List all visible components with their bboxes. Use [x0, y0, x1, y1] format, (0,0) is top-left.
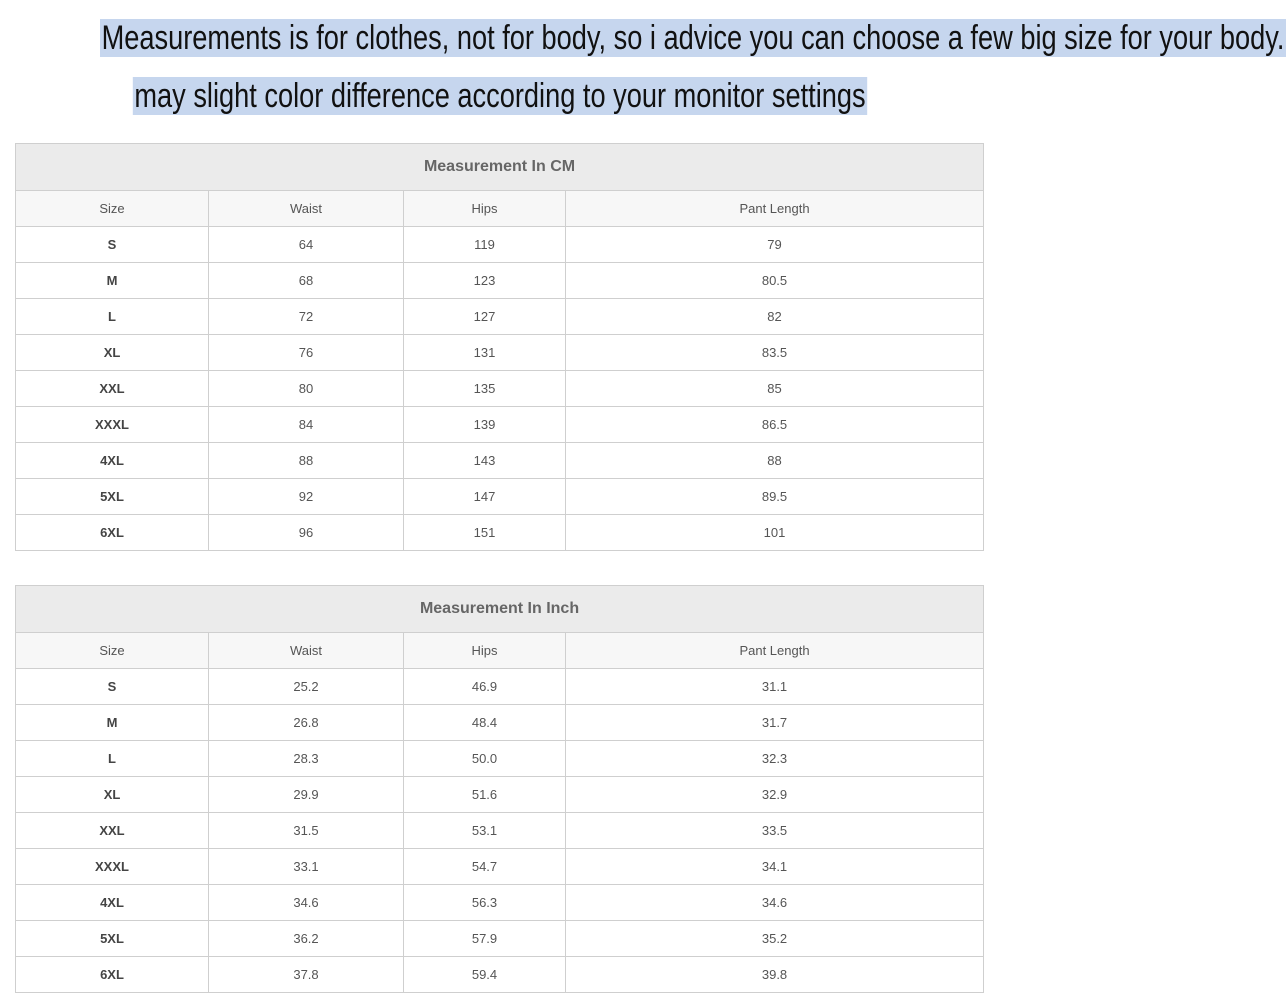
- notice-line-2: [100, 74, 900, 118]
- cell-waist: 31.5: [209, 813, 404, 849]
- cell-hips: 53.1: [404, 813, 566, 849]
- cell-size: S: [16, 227, 209, 263]
- table-row: [16, 669, 984, 705]
- cell-waist: 96: [209, 515, 404, 551]
- cell-hips: 143: [404, 443, 566, 479]
- table-title: Measurement In CM: [16, 144, 984, 191]
- cell-hips: 139: [404, 407, 566, 443]
- cell-waist: 92: [209, 479, 404, 515]
- cell-waist: 29.9: [209, 777, 404, 813]
- cell-pant-length: 34.1: [566, 849, 984, 885]
- cell-pant-length: 34.6: [566, 885, 984, 921]
- cell-hips: 57.9: [404, 921, 566, 957]
- cell-pant-length: 88: [566, 443, 984, 479]
- cell-hips: 54.7: [404, 849, 566, 885]
- column-header-waist: Waist: [209, 633, 404, 669]
- cell-waist: 25.2: [209, 669, 404, 705]
- cell-waist: 36.2: [209, 921, 404, 957]
- cell-pant-length: 31.7: [566, 705, 984, 741]
- cell-hips: 119: [404, 227, 566, 263]
- column-header-hips: Hips: [404, 191, 566, 227]
- table-row: [16, 227, 984, 263]
- table-row: [16, 263, 984, 299]
- cell-size: XXL: [16, 813, 209, 849]
- table-row: [16, 443, 984, 479]
- cell-waist: 34.6: [209, 885, 404, 921]
- notice-line-1: [100, 16, 1285, 60]
- cell-pant-length: 101: [566, 515, 984, 551]
- cell-pant-length: 32.9: [566, 777, 984, 813]
- cell-waist: 28.3: [209, 741, 404, 777]
- column-header-row: [16, 633, 984, 669]
- cell-hips: 59.4: [404, 957, 566, 993]
- cell-waist: 37.8: [209, 957, 404, 993]
- cell-hips: 50.0: [404, 741, 566, 777]
- column-header-size: Size: [16, 633, 209, 669]
- table-row: [16, 335, 984, 371]
- cell-waist: 26.8: [209, 705, 404, 741]
- column-header-size: Size: [16, 191, 209, 227]
- cell-size: S: [16, 669, 209, 705]
- cell-size: XXXL: [16, 407, 209, 443]
- cell-size: 6XL: [16, 957, 209, 993]
- cell-size: XXL: [16, 371, 209, 407]
- cell-hips: 127: [404, 299, 566, 335]
- cell-pant-length: 83.5: [566, 335, 984, 371]
- cell-hips: 147: [404, 479, 566, 515]
- cell-pant-length: 35.2: [566, 921, 984, 957]
- cell-size: XL: [16, 335, 209, 371]
- cell-size: M: [16, 263, 209, 299]
- cell-size: XXXL: [16, 849, 209, 885]
- cell-size: L: [16, 741, 209, 777]
- cell-size: 5XL: [16, 921, 209, 957]
- cell-waist: 80: [209, 371, 404, 407]
- size-table-cm: [15, 143, 984, 551]
- cell-pant-length: 32.3: [566, 741, 984, 777]
- table-row: [16, 299, 984, 335]
- table-row: [16, 957, 984, 993]
- table-row: [16, 921, 984, 957]
- notice-line-1-text: Measurements is for clothes, not for body, so i advice you can choose a few big size for your body.: [101, 19, 1285, 57]
- cell-hips: 51.6: [404, 777, 566, 813]
- cell-pant-length: 85: [566, 371, 984, 407]
- cell-size: XL: [16, 777, 209, 813]
- notice-line-2-text: may slight color difference according to your monitor settings: [134, 77, 866, 115]
- cell-hips: 46.9: [404, 669, 566, 705]
- cell-pant-length: 39.8: [566, 957, 984, 993]
- table-row: [16, 371, 984, 407]
- table-row: [16, 741, 984, 777]
- column-header-waist: Waist: [209, 191, 404, 227]
- column-header-hips: Hips: [404, 633, 566, 669]
- table-row: [16, 515, 984, 551]
- cell-hips: 48.4: [404, 705, 566, 741]
- table-title: Measurement In Inch: [16, 586, 984, 633]
- cell-size: 6XL: [16, 515, 209, 551]
- cell-pant-length: 89.5: [566, 479, 984, 515]
- table-row: [16, 479, 984, 515]
- cell-waist: 72: [209, 299, 404, 335]
- table-row: [16, 407, 984, 443]
- cell-waist: 84: [209, 407, 404, 443]
- size-table-inch: [15, 585, 984, 993]
- cell-size: 4XL: [16, 443, 209, 479]
- cell-pant-length: 80.5: [566, 263, 984, 299]
- table-row: [16, 849, 984, 885]
- cell-pant-length: 86.5: [566, 407, 984, 443]
- cell-hips: 151: [404, 515, 566, 551]
- table-row: [16, 777, 984, 813]
- cell-hips: 56.3: [404, 885, 566, 921]
- table-row: [16, 885, 984, 921]
- cell-hips: 135: [404, 371, 566, 407]
- column-header-row: [16, 191, 984, 227]
- column-header-pant-length: Pant Length: [566, 633, 984, 669]
- cell-pant-length: 79: [566, 227, 984, 263]
- cell-hips: 123: [404, 263, 566, 299]
- table-row: [16, 813, 984, 849]
- cell-hips: 131: [404, 335, 566, 371]
- cell-size: L: [16, 299, 209, 335]
- cell-waist: 64: [209, 227, 404, 263]
- cell-size: 5XL: [16, 479, 209, 515]
- cell-pant-length: 82: [566, 299, 984, 335]
- cell-waist: 33.1: [209, 849, 404, 885]
- column-header-pant-length: Pant Length: [566, 191, 984, 227]
- cell-waist: 68: [209, 263, 404, 299]
- cell-pant-length: 33.5: [566, 813, 984, 849]
- table-row: [16, 705, 984, 741]
- cell-waist: 88: [209, 443, 404, 479]
- cell-size: 4XL: [16, 885, 209, 921]
- cell-pant-length: 31.1: [566, 669, 984, 705]
- cell-waist: 76: [209, 335, 404, 371]
- cell-size: M: [16, 705, 209, 741]
